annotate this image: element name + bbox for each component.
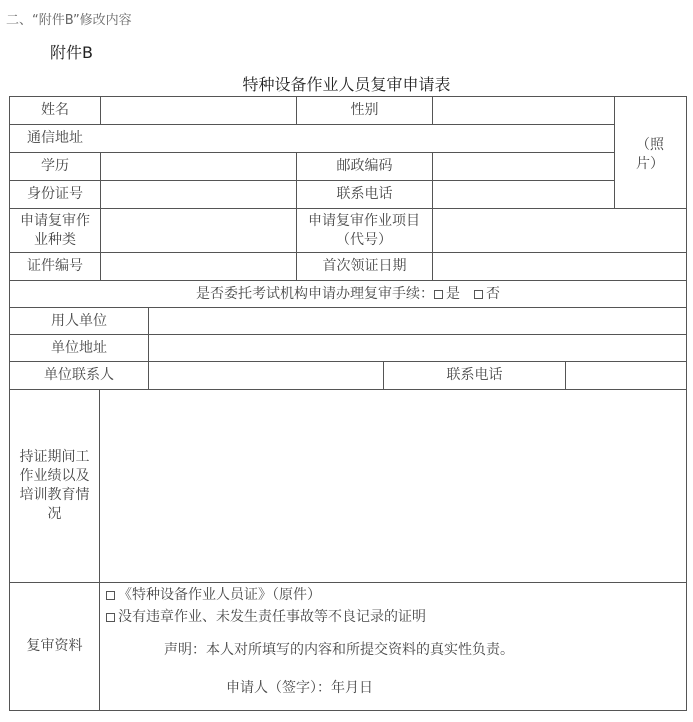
entrust-question: 是否委托考试机构申请办理复审手续：: [196, 285, 434, 302]
performance-field[interactable]: [100, 390, 686, 582]
entrust-no-checkbox[interactable]: [474, 290, 483, 299]
category-label: 申请复审作业种类: [20, 212, 90, 248]
project-label: 申请复审作业项目（代号）: [308, 212, 420, 248]
employer-phone-field[interactable]: [566, 362, 686, 389]
address-field[interactable]: [101, 125, 614, 152]
id-number-label: 身份证号: [27, 186, 83, 202]
materials-label: 复审资料: [26, 638, 83, 654]
employer-contact-label: 单位联系人: [44, 367, 114, 383]
materials-content: [106, 584, 676, 699]
attachment-label: 附件B: [50, 43, 93, 62]
cert-number-label: 证件编号: [27, 258, 83, 274]
id-number-field[interactable]: [101, 181, 296, 208]
performance-label: 持证期间工作业绩以及培训教育情况: [19, 449, 90, 522]
postcode-field[interactable]: [433, 153, 614, 180]
material-1-label: 《特种设备作业人员证》（原件）: [118, 587, 321, 603]
address-label: 通信地址: [27, 130, 83, 146]
phone-label: 联系电话: [336, 186, 393, 202]
photo-area: （照片）: [636, 137, 664, 172]
material-item-certificate: [106, 584, 676, 606]
project-field[interactable]: [433, 209, 686, 252]
employer-address-field[interactable]: [149, 335, 686, 361]
entrust-no-label: 否: [486, 285, 500, 302]
declaration: 声明：本人对所填写的内容和所提交资料的真实性负责。: [164, 642, 514, 658]
gender-field[interactable]: [433, 97, 614, 124]
cert-number-field[interactable]: [101, 253, 296, 280]
signature-line: 申请人（签字）：年月日: [226, 680, 373, 696]
employer-field[interactable]: [149, 308, 686, 334]
postcode-label: 邮政编码: [336, 158, 393, 174]
section-heading: 二、“附件B”修改内容: [6, 13, 132, 28]
material-2-checkbox[interactable]: [106, 613, 115, 622]
employer-address-label: 单位地址: [51, 339, 107, 356]
gender-label: 性别: [350, 102, 379, 118]
first-issue-date-field[interactable]: [433, 253, 686, 280]
material-2-label: 没有违章作业、未发生责任事故等不良记录的证明: [118, 609, 426, 625]
form-title: 特种设备作业人员复审申请表: [242, 75, 451, 94]
name-field[interactable]: [101, 97, 296, 124]
education-field[interactable]: [101, 153, 296, 180]
employer-phone-label: 联系电话: [446, 367, 503, 383]
education-label: 学历: [41, 158, 69, 174]
entrust-yes-label: 是: [446, 285, 460, 302]
name-label: 姓名: [41, 102, 69, 118]
entrust-yes-checkbox[interactable]: [434, 290, 443, 299]
first-issue-date-label: 首次领证日期: [322, 258, 407, 274]
phone-field[interactable]: [433, 181, 614, 208]
entrust-row: [10, 281, 686, 307]
material-1-checkbox[interactable]: [106, 591, 115, 600]
material-item-record: [106, 606, 676, 628]
employer-label: 用人单位: [51, 312, 107, 329]
category-field[interactable]: [101, 209, 296, 252]
employer-contact-field[interactable]: [149, 362, 383, 389]
